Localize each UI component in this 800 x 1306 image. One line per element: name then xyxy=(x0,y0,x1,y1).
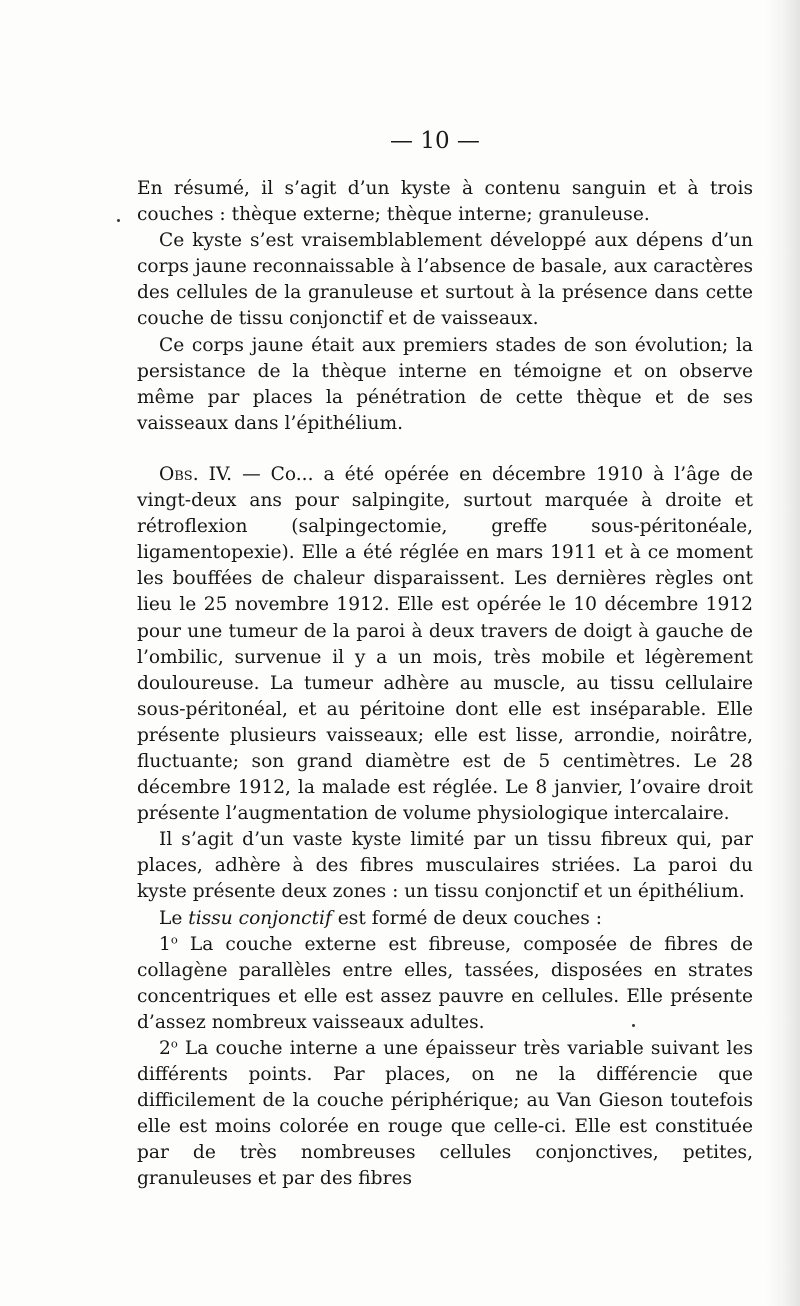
item-number: 1 xyxy=(159,933,171,955)
observation-label: Obs. IV. xyxy=(159,463,233,485)
paragraph-cyst-description: Il s’agit d’un vaste kyste limité par un tissu fibreux qui, par places, adhère à des fibres musculaires striées. La paroi du kyste présente deux zones : un tissu conjonctif et un épithélium. xyxy=(137,829,753,903)
body-text xyxy=(137,176,753,1193)
paragraph-connective-tissue xyxy=(137,906,753,932)
paragraph-internal-layer xyxy=(137,1036,753,1193)
observation-text: — Co... a été opérée en décembre 1910 à l’âge de vingt-deux ans pour salpingite, surtout marquée à droite et rétroflexion (salpingectomie, greffe sous-péritonéale, ligamentopexie). Elle a été réglée en mars 1911 et à ce moment les bouffées de chaleur disparaissent. Les dernières règles ont lieu le 25 novembre 1912. Elle est opérée le 10 décembre 1912 pour une tumeur de la paroi à deux travers de doigt à gauche de l’ombilic, survenue il y a un mois, très mobile et légèrement douloureuse. La tumeur adhère au muscle, au tissu cellulaire sous-péritonéal, et au péritoine dont elle est inséparable. Elle présente plusieurs vaisseaux; elle est lisse, arrondie, noirâtre, fluctuante; son grand diamètre est de 5 centimètres. Le 28 décembre 1912, la malade est réglée. Le 8 janvier, l’ovaire droit présente l’augmentation de volume physiologique intercalaire. xyxy=(137,463,753,825)
page-edge-shadow xyxy=(766,0,800,1306)
connective-term: tissu conjonctif xyxy=(188,907,332,929)
item-ordinal: o xyxy=(170,932,178,947)
page-number: — 10 — xyxy=(390,128,480,154)
paragraph-observation-iv xyxy=(137,462,753,827)
item-number: 2 xyxy=(159,1038,171,1059)
item-text: La couche externe est fibreuse, composée de fibres de collagène parallèles entre elles, tassées, disposées en strates concentriques et elle est assez pauvre en cellules. Elle présente d’assez nombreux vaisseaux adultes. xyxy=(137,933,753,1033)
item-text: La couche interne a une épaisseur très variable suivant les différents points. Par places, on ne la différencie que difficilement de la couche périphérique; au Van Gieson toutefois elle est moins colorée en rouge que celle-ci. Elle est constituée par de très nombreuses cellules conjonctives, petites, granuleuses et par des fibres xyxy=(137,1038,753,1190)
print-speck xyxy=(632,1024,635,1027)
print-speck xyxy=(117,219,120,222)
connective-intro: Le xyxy=(159,907,189,929)
paragraph-evolution: Ce corps jaune était aux premiers stades de son évolution; la persistance de la thèque interne en témoigne et on observe même par places la pénétration de cette thèque et de ses vaisseaux dans l’épithélium. xyxy=(137,334,753,434)
paragraph-summary: En résumé, il s’agit d’un kyste à contenu sanguin et à trois couches : thèque externe; thèque interne; granuleuse. xyxy=(137,178,753,226)
paragraph-external-layer xyxy=(137,932,753,1036)
item-ordinal: o xyxy=(170,1036,178,1051)
paragraph-corps-jaune-origin: Ce kyste s’est vraisemblablement développé aux dépens d’un corps jaune reconnaissable à l’absence de basale, aux caractères des cellules de la granuleuse et surtout à la présence dans cette couche de tissu conjonctif et de vaisseaux. xyxy=(137,230,753,330)
connective-rest: est formé de deux couches : xyxy=(331,907,603,929)
